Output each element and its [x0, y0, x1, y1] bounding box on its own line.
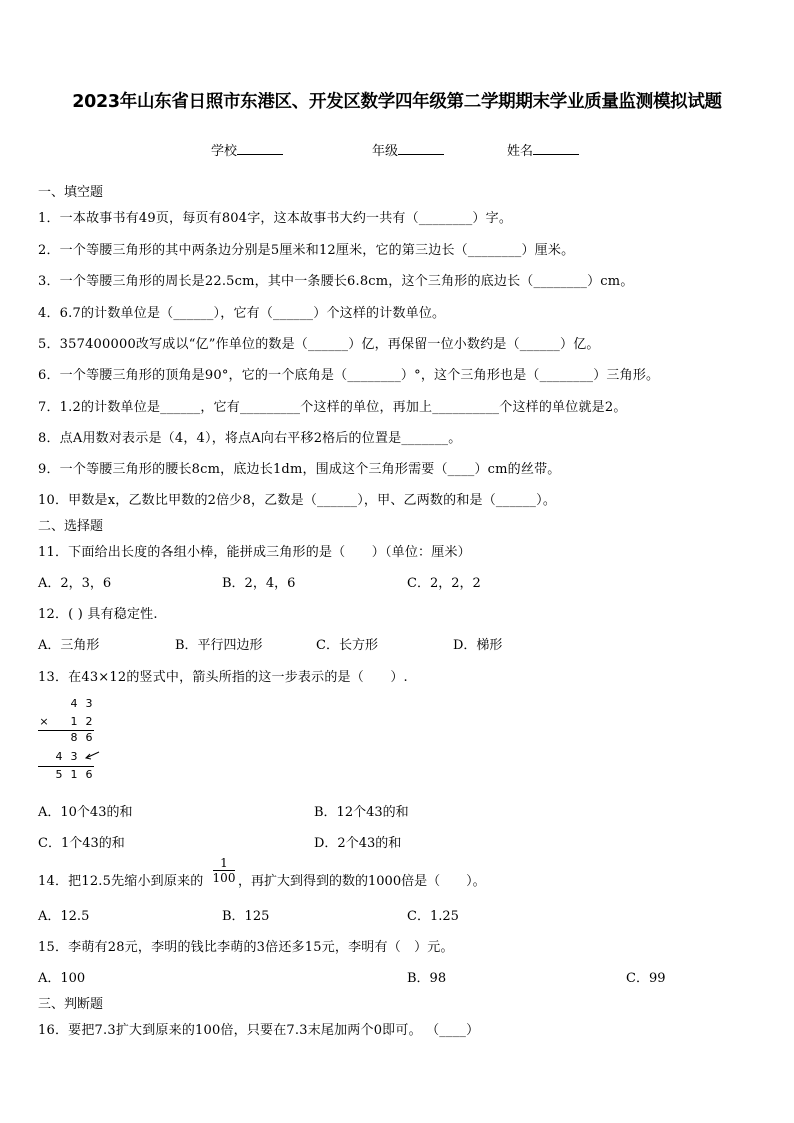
question-4: 4．6.7的计数单位是（______），它有（______）个这样的计数单位。: [38, 306, 446, 321]
calc-digit: 6: [85, 768, 93, 781]
name-blank[interactable]: [533, 142, 579, 155]
question-5: 5．357400000改写成以“亿”作单位的数是（______）亿，再保留一位小数约是（______）亿。: [38, 337, 600, 352]
calc-digit: 5: [55, 768, 63, 781]
question-2: 2．一个等腰三角形的其中两条边分别是5厘米和12厘米，它的第三边长（________）厘米。: [38, 243, 575, 258]
school-label: 学校: [211, 144, 238, 159]
q13-option-b[interactable]: B．12个43的和: [314, 805, 409, 820]
question-16: 16．要把7.3扩大到原来的100倍，只要在7.3末尾加两个0即可。 （____）: [38, 1023, 480, 1038]
question-11: 11．下面给出长度的各组小棒，能拼成三角形的是（ ）（单位：厘米）: [38, 545, 471, 560]
fraction-numerator: 1: [220, 856, 228, 870]
q12-option-d[interactable]: D．梯形: [453, 638, 503, 653]
q15-option-b[interactable]: B．98: [407, 971, 447, 986]
question-15: 15．李萌有28元，李明的钱比李萌的3倍还多15元，李明有（ ）元。: [38, 940, 454, 955]
section-multiple-choice: 二、选择题: [38, 519, 104, 534]
q14-option-b[interactable]: B．125: [222, 909, 270, 924]
q14-option-a[interactable]: A．12.5: [38, 909, 90, 924]
q11-option-c[interactable]: C．2，2，2: [407, 576, 481, 591]
calc-digit: 6: [85, 731, 93, 744]
grade-blank[interactable]: [398, 142, 444, 155]
question-7: 7．1.2的计数单位是______，它有_________个这样的单位，再加上__________个这样的单位就是2。: [38, 400, 627, 415]
name-field[interactable]: [507, 140, 579, 159]
question-9: 9．一个等腰三角形的腰长8cm，底边长1dm，围成这个三角形需要（____）cm的丝带。: [38, 462, 561, 477]
question-8: 8．点A用数对表示是（4，4），将点A向右平移2格后的位置是_______。: [38, 431, 462, 446]
q12-option-c[interactable]: C．长方形: [316, 638, 378, 653]
q14-option-c[interactable]: C．1.25: [407, 909, 459, 924]
q11-option-a[interactable]: A．2，3，6: [38, 576, 112, 591]
question-10: 10．甲数是x，乙数比甲数的2倍少8，乙数是（______），甲、乙两数的和是（______）。: [38, 493, 557, 508]
grade-label: 年级: [372, 144, 399, 159]
section-fill-in: 一、填空题: [38, 185, 104, 200]
q13-option-a[interactable]: A．10个43的和: [38, 805, 133, 820]
q15-option-a[interactable]: A．100: [38, 971, 86, 986]
question-6: 6．一个等腰三角形的顶角是90°，它的一个底角是（________）°，这个三角形也是（________）三角形。: [38, 368, 660, 383]
question-12: 12．( ) 具有稳定性.: [38, 607, 158, 622]
calc-rule: [38, 766, 94, 767]
q11-option-b[interactable]: B．2，4，6: [222, 576, 296, 591]
vertical-multiplication: [38, 697, 108, 787]
fraction-denominator: 100: [212, 871, 236, 885]
q12-option-b[interactable]: B．平行四边形: [175, 638, 263, 653]
school-field[interactable]: [211, 140, 283, 159]
calc-digit: 2: [85, 715, 93, 728]
fraction-one-hundredth: [212, 856, 236, 885]
q12-option-a[interactable]: A．三角形: [38, 638, 100, 653]
calc-digit: 1: [70, 715, 78, 728]
calc-digit: 1: [70, 768, 78, 781]
calc-digit: 3: [70, 750, 78, 763]
question-1: 1．一本故事书有49页，每页有804字，这本故事书大约一共有（________）字。: [38, 211, 513, 226]
times-sign: ×: [39, 715, 49, 728]
arrow-icon: [83, 750, 101, 762]
q13-option-c[interactable]: C．1个43的和: [38, 836, 125, 851]
grade-field[interactable]: [372, 140, 444, 159]
calc-digit: 3: [85, 697, 93, 710]
calc-digit: 4: [55, 750, 63, 763]
calc-digit: 8: [70, 731, 78, 744]
question-3: 3．一个等腰三角形的周长是22.5cm，其中一条腰长6.8cm，这个三角形的底边长（________）cm。: [38, 274, 634, 289]
calc-digit: 4: [70, 697, 78, 710]
name-label: 姓名: [507, 144, 534, 159]
page-title: 2023年山东省日照市东港区、开发区数学四年级第二学期期末学业质量监测模拟试题: [72, 92, 722, 112]
question-14-prefix: 14．把12.5先缩小到原来的: [38, 874, 204, 889]
q13-option-d[interactable]: D．2个43的和: [314, 836, 402, 851]
school-blank[interactable]: [237, 142, 283, 155]
question-14-suffix: ，再扩大到得到的数的1000倍是（ ）。: [238, 874, 486, 889]
question-13: 13．在43×12的竖式中，箭头所指的这一步表示的是（ ）.: [38, 670, 408, 685]
q15-option-c[interactable]: C．99: [626, 971, 666, 986]
section-true-false: 三、判断题: [38, 997, 104, 1012]
